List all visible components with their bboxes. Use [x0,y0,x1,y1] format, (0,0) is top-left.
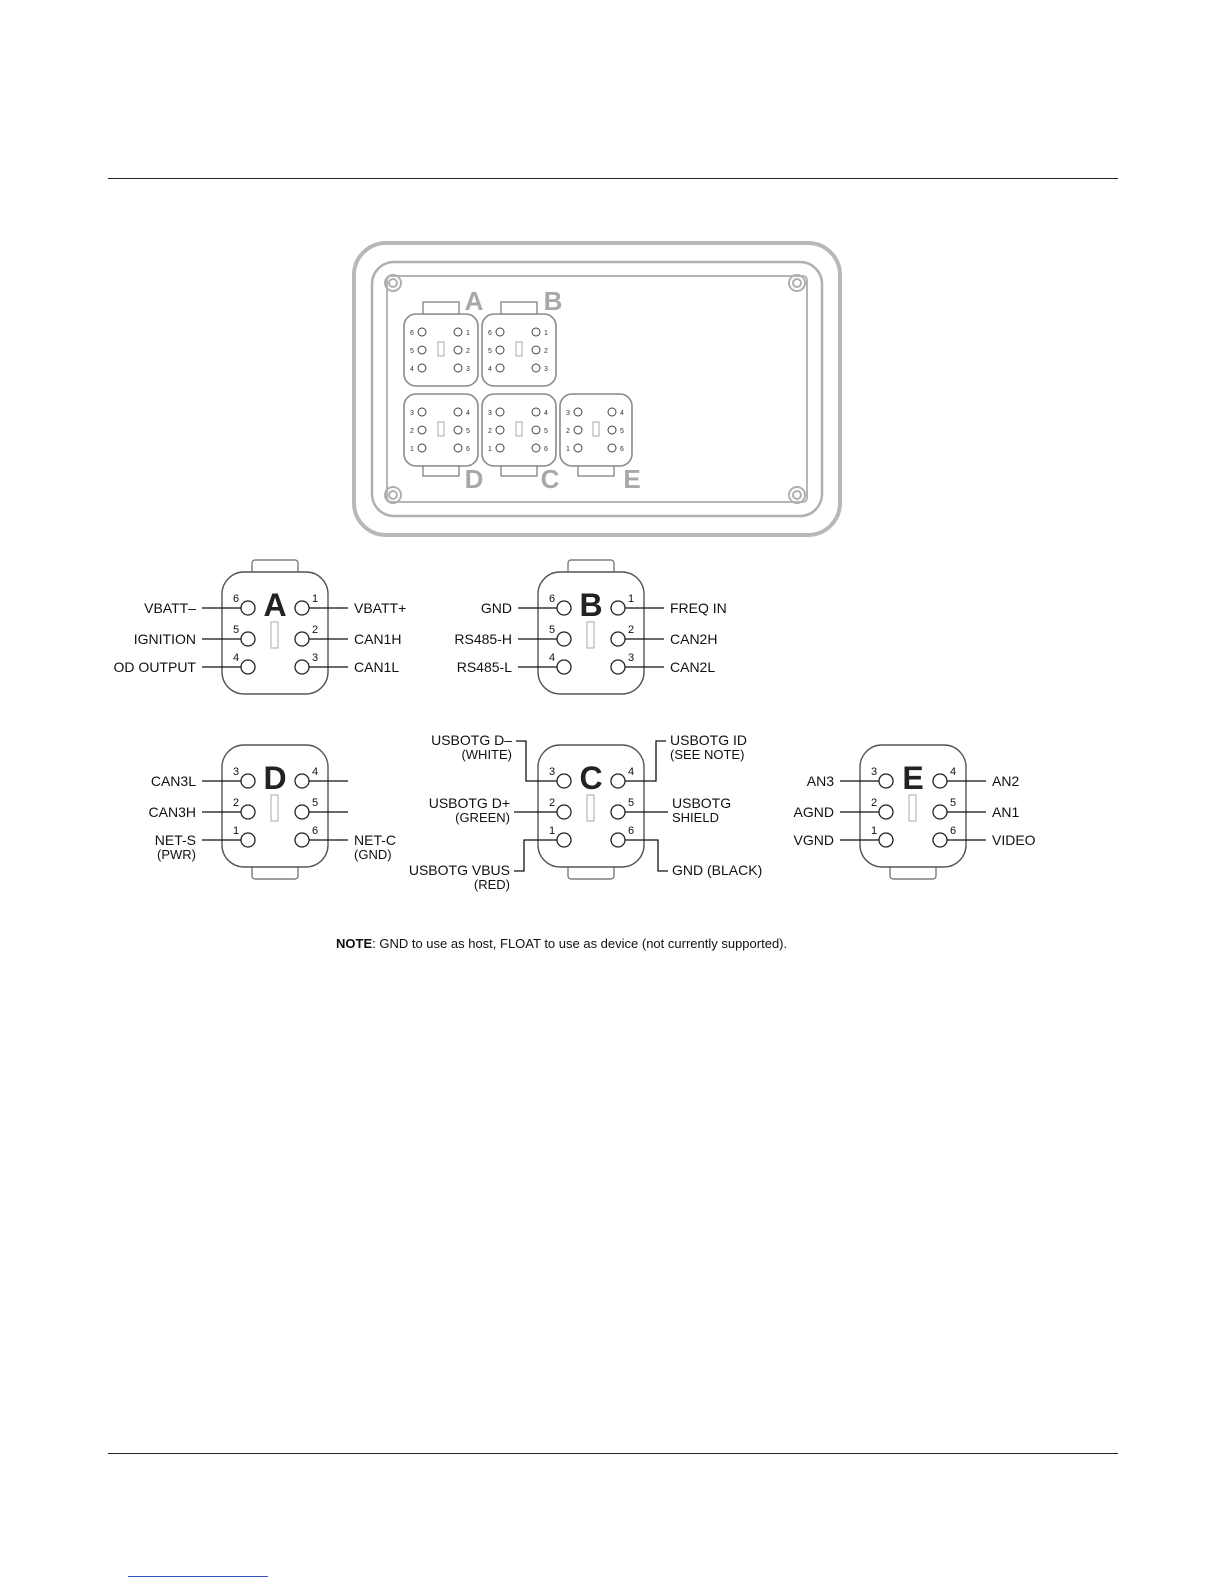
panel-pin-number: 2 [566,428,570,435]
panel-pin-number: 1 [566,446,570,453]
pin-d-4 [295,774,309,788]
panel-pin-number: 3 [410,410,414,417]
panel-pin-number: 4 [544,410,548,417]
pin-number: 6 [232,593,240,605]
pin-label-b-3: CAN2L [670,659,716,675]
pin-b-5 [557,632,571,646]
pin-e-5 [933,805,947,819]
pinout-key [909,795,916,821]
panel-connector-key [438,422,444,436]
pin-number: 1 [870,825,878,837]
pin-number: 6 [627,825,635,837]
pin-d-3 [241,774,255,788]
pin-number: 3 [627,652,635,664]
panel-pin-number: 6 [620,446,624,453]
pin-label-a-5: IGNITION [133,631,196,647]
panel-pin [608,426,616,434]
pin-e-2 [879,805,893,819]
panel-pin [454,364,462,372]
pin-number: 5 [949,797,957,809]
pin-c-3 [557,774,571,788]
pin-label-b-6: GND [480,600,512,616]
pin-number: 4 [627,766,635,778]
note-label: NOTE [336,936,373,951]
pin-label-d-6: NET-C [354,832,396,848]
pin-label-c-1-sub: (RED) [473,877,510,892]
pin-d-5 [295,805,309,819]
panel-pin [418,328,426,336]
pin-c-5 [611,805,625,819]
pin-label-c-1: USBOTG VBUS [408,862,510,878]
pinout-key [271,622,278,648]
pin-label-e-4: AN2 [992,773,1020,789]
pinout-details [114,560,1036,892]
panel-connector-clip [501,466,537,476]
panel-pin-number: 2 [488,428,492,435]
pin-number: 6 [949,825,957,837]
pin-c-6 [611,833,625,847]
panel-pin [608,444,616,452]
pin-c-1 [557,833,571,847]
pin-e-6 [933,833,947,847]
pin-number: 3 [232,766,240,778]
pin-label-d-2: CAN3H [148,804,196,820]
note-body: : GND to use as host, FLOAT to use as device (not currently supported). [372,936,788,951]
panel-connector-clip [501,302,537,314]
panel-pin [418,408,426,416]
panel-pin-number: 5 [620,428,624,435]
panel-pin-number: 6 [466,446,470,453]
panel-connector-clip [423,466,459,476]
pin-label-e-1: VGND [793,832,834,848]
pin-number: 5 [627,797,635,809]
pin-label-a-4: OD OUTPUT [113,659,196,675]
panel-pin [532,426,540,434]
pinout-connector-c [409,732,762,892]
pin-label-a-2: CAN1H [354,631,402,647]
panel-letter-c: C [540,464,560,494]
panel-pin [496,426,504,434]
pin-a-2 [295,632,309,646]
pin-label-c-5: USBOTG [672,795,732,811]
panel-pin-number: 4 [488,366,492,373]
panel-pin [574,444,582,452]
pin-number: 3 [548,766,556,778]
panel-letter-b: B [543,286,563,316]
panel-connector-clip [423,302,459,314]
panel-pin [532,346,540,354]
pin-label-a-6: VBATT– [144,600,196,616]
pin-number: 1 [548,825,556,837]
pin-d-6 [295,833,309,847]
panel-letter-d: D [464,464,484,494]
pin-d-1 [241,833,255,847]
pin-c-4 [611,774,625,788]
pin-number: 6 [311,825,319,837]
panel-pin [532,444,540,452]
panel-pin [418,444,426,452]
panel-pin [532,364,540,372]
pin-number: 1 [232,825,240,837]
panel-pin [418,346,426,354]
pin-label-c-5-sub: SHIELD [672,810,719,825]
panel-pin-number: 6 [410,330,414,337]
pin-label-e-3: AN3 [806,773,834,789]
panel-pin [496,408,504,416]
pin-number: 2 [548,797,556,809]
panel-pin-number: 3 [466,366,470,373]
pin-b-6 [557,601,571,615]
pin-number: 4 [311,766,319,778]
pin-a-6 [241,601,255,615]
panel-connector-key [593,422,599,436]
pinout-letter-d: D [263,760,287,796]
panel-pin-number: 1 [410,446,414,453]
pin-number: 2 [627,624,635,636]
pin-e-3 [879,774,893,788]
pinout-letter-b: B [579,587,603,623]
note-text [336,936,787,951]
panel-pin-number: 1 [466,330,470,337]
pin-label-e-6: VIDEO [992,832,1036,848]
pin-number: 4 [232,652,240,664]
panel-pin [496,364,504,372]
pin-label-c-2: USBOTG D+ [428,795,510,811]
pin-number: 2 [870,797,878,809]
panel-pin-number: 5 [410,348,414,355]
pin-label-d-1: NET-S [154,832,196,848]
panel-pin [454,328,462,336]
panel-connector-clip [578,466,614,476]
panel-pin [418,426,426,434]
pinout-key [271,795,278,821]
panel-pin [454,346,462,354]
pin-number: 4 [949,766,957,778]
panel-pin [496,328,504,336]
panel-pin-number: 3 [488,410,492,417]
pin-label-a-1: VBATT+ [354,600,407,616]
panel-pin [608,408,616,416]
pin-label-c-4: USBOTG ID [670,732,748,748]
pin-label-d-6-sub: (GND) [354,847,392,862]
pin-label-b-4: RS485-L [456,659,512,675]
pinout-connector-d [149,745,396,879]
pin-a-4 [241,660,255,674]
panel-connector-key [438,342,444,356]
pinout-letter-a: A [263,587,287,623]
panel-pin [574,426,582,434]
panel-pin [454,444,462,452]
pin-number: 5 [232,624,240,636]
pin-number: 1 [627,593,635,605]
panel-pin [532,328,540,336]
panel-connector-key [516,342,522,356]
pin-c-2 [557,805,571,819]
pin-label-c-4-sub: (SEE NOTE) [670,747,745,762]
pin-label-a-3: CAN1L [354,659,400,675]
pin-label-b-5: RS485-H [454,631,512,647]
pinout-letter-e: E [902,760,924,796]
panel-pin-number: 6 [544,446,548,453]
pin-b-3 [611,660,625,674]
pin-label-c-6: GND (BLACK) [672,862,763,878]
pin-a-5 [241,632,255,646]
pinout-connector-a [114,560,407,694]
pin-e-1 [879,833,893,847]
pin-label-c-3-sub: (WHITE) [461,747,512,762]
pin-number: 5 [311,797,319,809]
pin-b-2 [611,632,625,646]
pin-number: 5 [548,624,556,636]
panel-pin [532,408,540,416]
panel-pin [574,408,582,416]
pinout-connector-e [794,745,1036,879]
pin-a-3 [295,660,309,674]
pin-e-4 [933,774,947,788]
pin-b-1 [611,601,625,615]
pin-number: 2 [232,797,240,809]
panel-pin-number: 2 [466,348,470,355]
panel-letter-e: E [623,464,641,494]
panel-pin-number: 1 [488,446,492,453]
pin-label-c-2-sub: (GREEN) [455,810,510,825]
panel-pin-number: 4 [410,366,414,373]
pin-b-4 [557,660,571,674]
panel-pin [418,364,426,372]
pin-number: 2 [311,624,319,636]
pin-number: 3 [870,766,878,778]
panel-pin-number: 5 [466,428,470,435]
panel-pin-number: 2 [544,348,548,355]
panel-pin-number: 2 [410,428,414,435]
panel-connector-key [516,422,522,436]
panel-pin-number: 6 [488,330,492,337]
pin-number: 1 [311,593,319,605]
pin-label-b-1: FREQ IN [670,600,727,616]
pin-number: 6 [548,593,556,605]
pin-label-b-2: CAN2H [670,631,718,647]
pinout-key [587,622,594,648]
panel-connector-e [560,394,632,476]
pinout-letter-c: C [579,760,603,796]
pin-number: 4 [548,652,556,664]
panel-pin [496,444,504,452]
pin-label-c-3: USBOTG D– [431,732,512,748]
panel-pin-number: 3 [544,366,548,373]
pin-label-e-2: AGND [793,804,834,820]
panel-pin-number: 5 [488,348,492,355]
panel-pin-number: 4 [466,410,470,417]
panel-pin-number: 1 [544,330,548,337]
pinout-key [587,795,594,821]
panel-pin [454,408,462,416]
panel-pin [496,346,504,354]
panel-pin [454,426,462,434]
panel-pin-number: 3 [566,410,570,417]
pin-number: 3 [311,652,319,664]
pinout-connector-b [454,560,726,694]
panel-pin-number: 4 [620,410,624,417]
pin-label-e-5: AN1 [992,804,1020,820]
connector-panel [354,243,840,535]
pin-a-1 [295,601,309,615]
pin-label-d-1-sub: (PWR) [157,847,196,862]
panel-pin-number: 5 [544,428,548,435]
pin-d-2 [241,805,255,819]
pin-label-d-3: CAN3L [150,773,196,789]
panel-letter-a: A [464,286,484,316]
